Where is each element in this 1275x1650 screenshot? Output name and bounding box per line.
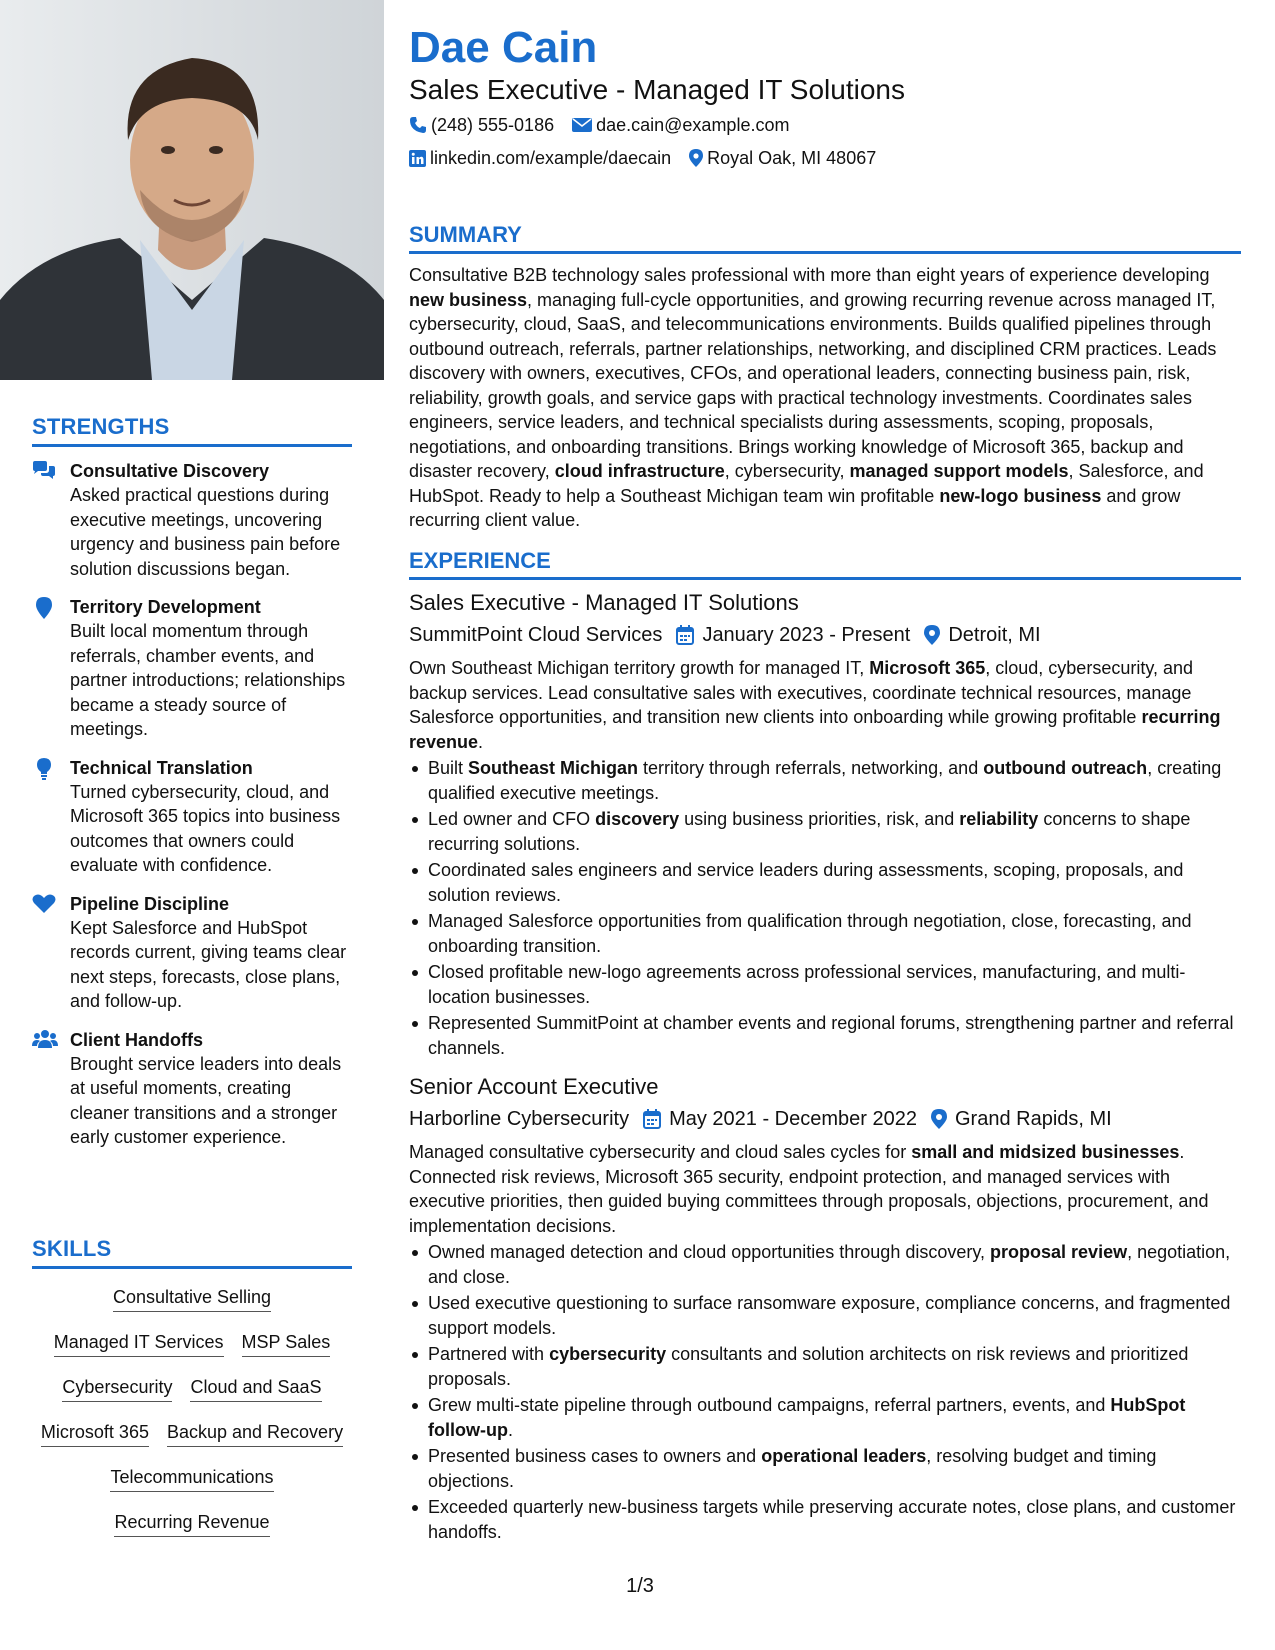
bullet-bold: HubSpot follow-up [428, 1395, 1186, 1440]
skills-section [32, 1236, 352, 1549]
bullet-item [409, 756, 1241, 805]
job-description-text: , cloud, cybersecurity, and backup services. Lead consultative sales with executives, coordinate technical resources, manage Salesforce opportunities, and transition new clients into onboarding while growing profitable [409, 658, 1194, 727]
strength-desc: Built local momentum through referrals, chamber events, and partner introductions; relationships became a steady source of meetings. [70, 621, 346, 739]
summary-text: , managing full-cycle opportunities, and growing recurring revenue across managed IT, cybersecurity, cloud, SaaS, and telecommunications environments. Builds qualified pipelines through outbound outreach, referrals, partner relationships, networking, and disciplined CRM practices. Leads discovery with owners, executives, CFOs, and operational leaders, connecting business pain, risk, reliability, growth goals, and service gaps with practical technology investments. Coordinates sales engineers, service leaders, and technical specialists during assessments, scoping, proposals, negotiations, and onboarding transitions. Brings working knowledge of Microsoft 365, backup and disaster recovery, [409, 289, 1217, 481]
bullet-text: Partnered with [428, 1344, 550, 1364]
bullet-bold: cybersecurity [549, 1344, 667, 1364]
contact-location [689, 146, 876, 170]
bullet-text: Coordinated sales engineers and service leaders during assessments, scoping, proposals, and solution reviews. [428, 860, 1184, 905]
strength-title: Pipeline Discipline [70, 893, 230, 914]
envelope-icon [572, 117, 592, 133]
bullet-text: Presented business cases to owners and [428, 1446, 762, 1466]
job-location [931, 1104, 1112, 1134]
map-pin-icon [689, 149, 703, 167]
contact-linkedin[interactable] [409, 146, 671, 170]
summary-bold: new-logo business [939, 485, 1102, 506]
job-description-bold: Microsoft 365 [869, 658, 986, 678]
skill-tag: Backup and Recovery [167, 1420, 343, 1447]
job-meta [409, 620, 1241, 650]
experience-heading: EXPERIENCE [409, 548, 1241, 580]
strengths-heading: STRENGTHS [32, 414, 352, 447]
strength-title: Client Handoffs [70, 1029, 203, 1050]
candidate-name: Dae Cain [409, 23, 598, 72]
bullet-text: Led owner and CFO [428, 809, 596, 829]
skill-tag: Recurring Revenue [114, 1510, 269, 1537]
bullet-text: . [507, 1419, 513, 1440]
skill-tag: Cybersecurity [62, 1375, 172, 1402]
bullet-item [409, 1342, 1241, 1391]
strength-desc: Asked practical questions during executive meetings, uncovering urgency and business pain before solution discussions began. [70, 485, 341, 579]
summary-bold: cloud infrastructure [554, 461, 725, 481]
linkedin-text[interactable]: linkedin.com/example/daecain [430, 148, 672, 168]
bullet-text: Built [428, 758, 469, 778]
bullet-text: , negotiation, and close. [428, 1242, 1231, 1287]
map-pin-icon [931, 1109, 947, 1129]
bullet-text: consultants and solution architects on risk reviews and prioritized proposals. [428, 1344, 1189, 1389]
bullet-bold: reliability [959, 809, 1039, 829]
sidebar [0, 0, 384, 1650]
job-company: SummitPoint Cloud Services [409, 624, 663, 646]
bullet-item [409, 909, 1241, 958]
bullet-text: using business priorities, risk, and [679, 809, 960, 829]
contact-email[interactable] [572, 113, 789, 137]
users-icon [32, 1028, 70, 1150]
summary-bold: new business [409, 289, 528, 310]
bullet-item [409, 1393, 1241, 1442]
strength-item [32, 595, 352, 742]
summary-heading: SUMMARY [409, 222, 1241, 254]
strength-item [32, 1028, 352, 1150]
job-meta [409, 1104, 1241, 1134]
strength-item [32, 756, 352, 878]
contact-phone [409, 113, 554, 137]
skill-tag: MSP Sales [242, 1330, 331, 1357]
heart-icon [32, 892, 70, 1014]
phone-icon [409, 116, 427, 134]
summary-text: Consultative B2B technology sales professional with more than eight years of experience developing [409, 265, 1210, 285]
summary-text: , Salesforce, and HubSpot. Ready to help a Southeast Michigan team win profitable [409, 461, 1204, 506]
bullet-item [409, 960, 1241, 1009]
phone-text: (248) 555-0186 [431, 115, 555, 135]
strength-item [32, 892, 352, 1014]
strength-title: Technical Translation [70, 757, 253, 778]
lightbulb-icon [32, 756, 70, 878]
bullet-item [409, 807, 1241, 856]
strength-item [32, 459, 352, 581]
strength-title: Consultative Discovery [70, 461, 270, 481]
strength-desc: Kept Salesforce and HubSpot records current, giving teams clear next steps, forecasts, close plans, and follow-up. [70, 917, 347, 1011]
page-number: 1/3 [626, 1575, 654, 1597]
bullet-text: territory through referrals, networking, and [638, 758, 984, 778]
skill-tag: Telecommunications [110, 1465, 273, 1492]
job-dates-text: May 2021 - December 2022 [669, 1108, 917, 1130]
job-dates-text: January 2023 - Present [702, 624, 911, 646]
bullet-item [409, 1240, 1241, 1289]
skill-tag: Consultative Selling [113, 1285, 271, 1312]
strength-title: Territory Development [70, 597, 261, 617]
job-description-bold: small and midsized businesses [911, 1142, 1180, 1162]
candidate-title: Sales Executive - Managed IT Solutions [409, 74, 905, 105]
bullet-bold: proposal review [990, 1242, 1128, 1262]
bullet-text: , creating qualified executive meetings. [428, 758, 1222, 803]
bullet-text: Exceeded quarterly new-business targets while preserving accurate notes, close plans, and customer handoffs. [428, 1497, 1236, 1542]
job-entry [409, 588, 1241, 1060]
bullet-text: , resolving budget and timing objections. [428, 1446, 1157, 1491]
map-pin-icon [32, 595, 70, 742]
bullet-text: Used executive questioning to surface ransomware exposure, compliance concerns, and fragmented support models. [428, 1293, 1231, 1338]
strengths-section [32, 414, 352, 1164]
location-text: Royal Oak, MI 48067 [707, 148, 877, 168]
job-description-text: . Connected risk reviews, Microsoft 365 security, endpoint protection, and managed services with executive priorities, then guided buying committees through proposals, objections, procurement, and implementation decisions. [409, 1142, 1209, 1236]
summary-bold: managed support models [849, 461, 1069, 481]
job-company: Harborline Cybersecurity [409, 1108, 630, 1130]
summary-text: and grow recurring client value. [409, 485, 1181, 530]
calendar-icon [643, 1109, 661, 1129]
skill-tag: Managed IT Services [54, 1330, 224, 1357]
bullet-bold: discovery [595, 809, 680, 829]
contact-row [409, 146, 894, 170]
bullet-bold: operational leaders [761, 1446, 927, 1466]
job-title: Senior Account Executive [409, 1074, 659, 1099]
job-dates [676, 620, 910, 650]
job-bullets [409, 756, 1241, 1060]
contact-row [409, 113, 807, 137]
skills-heading: SKILLS [32, 1236, 352, 1269]
map-pin-icon [924, 625, 940, 645]
bullet-bold: Southeast Michigan [468, 758, 639, 778]
job-location-text: Detroit, MI [948, 624, 1041, 646]
bullet-text: Represented SummitPoint at chamber events and regional forums, strengthening partner and referral channels. [428, 1013, 1234, 1058]
job-description [409, 656, 1241, 754]
strength-desc: Turned cybersecurity, cloud, and Microsoft 365 topics into business outcomes that owners could evaluate with confidence. [70, 781, 341, 875]
job-location-text: Grand Rapids, MI [955, 1108, 1112, 1130]
skill-tag: Cloud and SaaS [190, 1375, 321, 1402]
job-title: Sales Executive - Managed IT Solutions [409, 590, 799, 615]
strength-desc: Brought service leaders into deals at useful moments, creating cleaner transitions and a stronger early customer experience. [70, 1053, 342, 1147]
email-text[interactable]: dae.cain@example.com [596, 115, 790, 135]
bullet-text: Grew multi-state pipeline through outbound campaigns, referral partners, events, and [428, 1395, 1111, 1415]
summary-text [409, 263, 1241, 533]
bullet-item [409, 1011, 1241, 1060]
linkedin-icon [409, 150, 426, 167]
bullet-text: Closed profitable new-logo agreements across professional services, manufacturing, and multi-location businesses. [428, 962, 1186, 1007]
strengths-list [32, 459, 352, 1150]
job-description-bold: recurring revenue [409, 707, 1221, 752]
job-description-text: Own Southeast Michigan territory growth for managed IT, [409, 658, 870, 678]
skills-list [32, 1279, 352, 1549]
job-description-text: Managed consultative cybersecurity and cloud sales cycles for [409, 1142, 912, 1162]
chat-bubbles-icon [32, 459, 70, 581]
job-description [409, 1140, 1241, 1238]
bullet-bold: outbound outreach [983, 758, 1148, 778]
bullet-item [409, 1444, 1241, 1493]
bullet-item [409, 858, 1241, 907]
skill-tag: Microsoft 365 [41, 1420, 149, 1447]
job-entry [409, 1072, 1241, 1544]
summary-text: , cybersecurity, [724, 461, 850, 481]
calendar-icon [676, 625, 694, 645]
profile-photo [0, 0, 384, 380]
job-description-text: . [478, 731, 484, 752]
bullet-text: Managed Salesforce opportunities from qualification through negotiation, close, forecasting, and onboarding transition. [428, 911, 1192, 956]
bullet-item [409, 1291, 1241, 1340]
job-bullets [409, 1240, 1241, 1544]
bullet-text: concerns to shape recurring solutions. [428, 809, 1191, 854]
bullet-text: Owned managed detection and cloud opportunities through discovery, [428, 1242, 991, 1262]
job-dates [643, 1104, 917, 1134]
experience-list [409, 588, 1241, 1556]
job-location [924, 620, 1040, 650]
bullet-item [409, 1495, 1241, 1544]
